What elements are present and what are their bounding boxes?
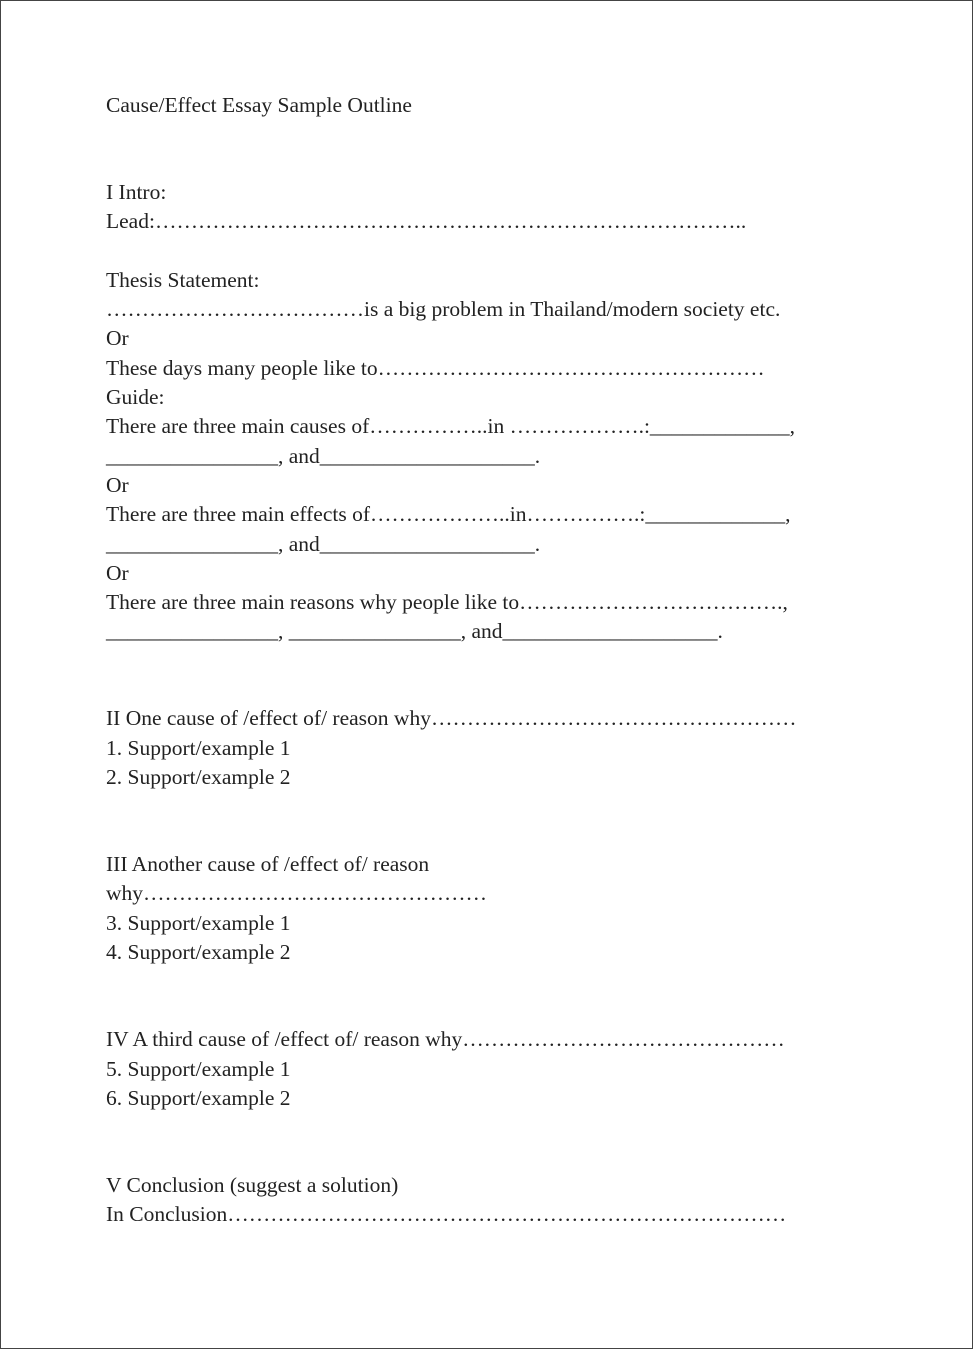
section-2-support-2: 2. Support/example 2 bbox=[106, 765, 291, 789]
intro-heading: I Intro: bbox=[106, 180, 167, 204]
section-2-support-1: 1. Support/example 1 bbox=[106, 736, 291, 760]
thesis-label: Thesis Statement: bbox=[106, 268, 260, 292]
guide-effects-line-2: ________________, and____________________. bbox=[106, 532, 541, 556]
guide-effects-line-1: There are three main effects of………………..in…………….:_____________, bbox=[106, 502, 791, 526]
document-title: Cause/Effect Essay Sample Outline bbox=[106, 93, 412, 117]
or-separator: Or bbox=[106, 561, 129, 585]
guide-reasons-line-1: There are three main reasons why people like to………………………………., bbox=[106, 590, 788, 614]
section-4-heading: IV A third cause of /effect of/ reason why……………………………………… bbox=[106, 1027, 785, 1051]
or-separator: Or bbox=[106, 326, 129, 350]
section-3-heading: III Another cause of /effect of/ reason bbox=[106, 852, 430, 876]
guide-reasons-line-2: ________________, ________________, and____________________. bbox=[106, 619, 723, 643]
in-conclusion-line: In Conclusion…………………………………………………………………… bbox=[106, 1202, 787, 1226]
section-3-heading-continued: why………………………………………… bbox=[106, 881, 488, 905]
outline-body bbox=[106, 1, 936, 1226]
section-3-support-1: 3. Support/example 1 bbox=[106, 911, 291, 935]
section-4-support-2: 6. Support/example 2 bbox=[106, 1086, 291, 1110]
conclusion-heading: V Conclusion (suggest a solution) bbox=[106, 1173, 399, 1197]
thesis-option-2: These days many people like to……………………………………………… bbox=[106, 356, 765, 380]
or-separator: Or bbox=[106, 473, 129, 497]
guide-causes-line-2: ________________, and____________________. bbox=[106, 444, 541, 468]
thesis-option-1: ………………………………is a big problem in Thailand/modern society etc. bbox=[106, 297, 781, 321]
section-4-support-1: 5. Support/example 1 bbox=[106, 1057, 291, 1081]
intro-lead: Lead:……………………………………………………………………….. bbox=[106, 209, 747, 233]
section-2-heading: II One cause of /effect of/ reason why…………………………………………… bbox=[106, 706, 797, 730]
section-3-support-2: 4. Support/example 2 bbox=[106, 940, 291, 964]
guide-causes-line-1: There are three main causes of……………..in ……………….:_____________, bbox=[106, 414, 796, 438]
guide-label: Guide: bbox=[106, 385, 165, 409]
